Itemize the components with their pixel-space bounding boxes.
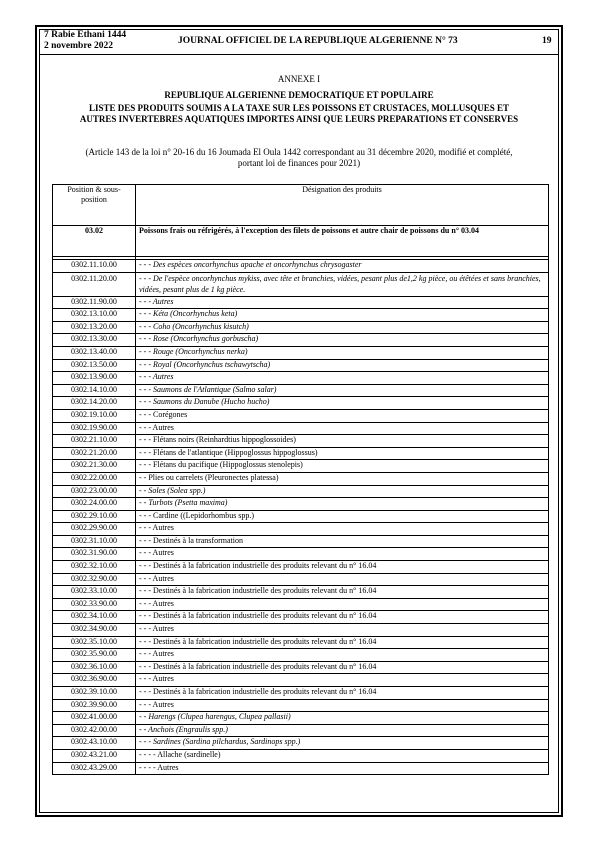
row-designation: - - - Flétans du pacifique (Hippoglossus stenolepis) bbox=[136, 460, 549, 473]
row-designation: - - - Destinés à la fabrication industrielle des produits relevant du n° 16.04 bbox=[136, 611, 549, 624]
row-designation: - - - Autres bbox=[136, 548, 549, 561]
row-designation: - - - Flétans de l'atlantique (Hippoglossus hippoglossus) bbox=[136, 447, 549, 460]
table-row bbox=[53, 409, 549, 422]
table-row bbox=[53, 624, 549, 637]
table-row bbox=[53, 510, 549, 523]
row-position-code: 0302.21.10.00 bbox=[53, 435, 136, 448]
table-row bbox=[53, 498, 549, 511]
row-position-code: 0302.36.90.00 bbox=[53, 674, 136, 687]
row-position-code: 0302.32.10.00 bbox=[53, 561, 136, 574]
row-designation: - - Turbots (Psetta maxima) bbox=[136, 498, 549, 511]
row-position-code: 0302.32.90.00 bbox=[53, 573, 136, 586]
table-row bbox=[53, 535, 549, 548]
table-row bbox=[53, 359, 549, 372]
row-designation: - - - Saumons de l'Atlantique (Salmo salar) bbox=[136, 384, 549, 397]
row-position-code: 0302.43.10.00 bbox=[53, 737, 136, 750]
row-designation: - - - Destinés à la fabrication industrielle des produits relevant du n° 16.04 bbox=[136, 636, 549, 649]
row-position-code: 0302.39.90.00 bbox=[53, 699, 136, 712]
header-divider bbox=[39, 54, 559, 55]
row-designation: - - Soles (Solea spp.) bbox=[136, 485, 549, 498]
table-row bbox=[53, 762, 549, 775]
header-page-number: 19 bbox=[542, 36, 552, 46]
row-position-code: 0302.11.90.00 bbox=[53, 296, 136, 309]
row-position-code: 0302.43.29.00 bbox=[53, 762, 136, 775]
row-designation: - - - Destinés à la fabrication industrielle des produits relevant du n° 16.04 bbox=[136, 586, 549, 599]
row-position-code: 0302.31.90.00 bbox=[53, 548, 136, 561]
row-designation: - - Anchois (Engraulis spp.) bbox=[136, 724, 549, 737]
row-position-code: 0302.13.40.00 bbox=[53, 346, 136, 359]
row-position-code: 0302.22.00.00 bbox=[53, 472, 136, 485]
row-position-code: 0302.29.90.00 bbox=[53, 523, 136, 536]
row-designation: - - - Autres bbox=[136, 674, 549, 687]
section-row bbox=[53, 226, 549, 257]
row-designation: - - - Autres bbox=[136, 523, 549, 536]
row-designation: - - - Royal (Oncorhynchus tschawytscha) bbox=[136, 359, 549, 372]
row-designation: - - - - Allache (sardinelle) bbox=[136, 749, 549, 762]
row-position-code: 0302.34.90.00 bbox=[53, 624, 136, 637]
table-row bbox=[53, 321, 549, 334]
products-table bbox=[52, 184, 549, 775]
table-row bbox=[53, 447, 549, 460]
table-row bbox=[53, 260, 549, 273]
table-row bbox=[53, 460, 549, 473]
table-row bbox=[53, 485, 549, 498]
row-position-code: 0302.29.10.00 bbox=[53, 510, 136, 523]
row-position-code: 0302.11.10.00 bbox=[53, 260, 136, 273]
document-title: LISTE DES PRODUITS SOUMIS A LA TAXE SUR LES POISSONS ET CRUSTACES, MOLLUSQUES ET AUTRES INVERTEBRES AQUATIQUES IMPORTES AINSI QUE LEURS PREPARATIONS ET CONSERVES bbox=[79, 103, 519, 124]
row-position-code: 0302.23.00.00 bbox=[53, 485, 136, 498]
section-code: 03.02 bbox=[53, 226, 136, 257]
table-row bbox=[53, 737, 549, 750]
row-designation: - - - Autres bbox=[136, 624, 549, 637]
row-position-code: 0302.31.10.00 bbox=[53, 535, 136, 548]
row-position-code: 0302.11.20.00 bbox=[53, 272, 136, 296]
row-position-code: 0302.35.10.00 bbox=[53, 636, 136, 649]
table-row bbox=[53, 661, 549, 674]
row-designation: - - - Des espèces oncorhynchus apache et oncorhynchus chrysogaster bbox=[136, 260, 549, 273]
table-row bbox=[53, 523, 549, 536]
row-position-code: 0302.24.00.00 bbox=[53, 498, 136, 511]
row-designation: - - - Autres bbox=[136, 296, 549, 309]
column-header-position: Position & sous-position bbox=[53, 185, 136, 226]
table-row bbox=[53, 346, 549, 359]
section-label: Poissons frais ou réfrigérés, à l'exception des filets de poissons et autre chair de poissons du n° 03.04 bbox=[136, 226, 549, 257]
table-row bbox=[53, 636, 549, 649]
row-position-code: 0302.39.10.00 bbox=[53, 687, 136, 700]
row-designation: - - - Autres bbox=[136, 422, 549, 435]
table-row bbox=[53, 561, 549, 574]
article-reference: (Article 143 de la loi n° 20-16 du 16 Joumada El Oula 1442 correspondant au 31 décembre 2020, modifié et complété, portant loi de finances pour 2021) bbox=[85, 147, 513, 168]
row-designation: - - - Saumons du Danube (Hucho hucho) bbox=[136, 397, 549, 410]
row-designation: - - - - Autres bbox=[136, 762, 549, 775]
row-position-code: 0302.33.90.00 bbox=[53, 598, 136, 611]
table-row bbox=[53, 548, 549, 561]
republic-heading: REPUBLIQUE ALGERIENNE DEMOCRATIQUE ET POPULAIRE bbox=[164, 90, 434, 100]
row-designation: - - Harengs (Clupea harengus, Clupea pallasii) bbox=[136, 712, 549, 725]
table-row bbox=[53, 724, 549, 737]
row-position-code: 0302.19.10.00 bbox=[53, 409, 136, 422]
row-position-code: 0302.34.10.00 bbox=[53, 611, 136, 624]
table-header-row bbox=[53, 185, 549, 226]
row-designation: - - - Autres bbox=[136, 649, 549, 662]
row-position-code: 0302.13.10.00 bbox=[53, 309, 136, 322]
table-row bbox=[53, 611, 549, 624]
row-position-code: 0302.35.90.00 bbox=[53, 649, 136, 662]
row-designation: - - - De l'espèce oncorhynchus mykiss, avec tête et branchies, vidées, pesant plus de1,2 kg pièce, ou étêtées et sans branchies, vidées, pesant plus de 1 kg pièce. bbox=[136, 272, 549, 296]
row-position-code: 0302.14.20.00 bbox=[53, 397, 136, 410]
table-row bbox=[53, 472, 549, 485]
table-row bbox=[53, 384, 549, 397]
table-row bbox=[53, 272, 549, 296]
table-row bbox=[53, 309, 549, 322]
row-designation: - - - Destinés à la fabrication industrielle des produits relevant du n° 16.04 bbox=[136, 687, 549, 700]
table-row bbox=[53, 712, 549, 725]
row-position-code: 0302.36.10.00 bbox=[53, 661, 136, 674]
row-designation: - - - Flétans noirs (Reinhardtius hippoglossoides) bbox=[136, 435, 549, 448]
table-row bbox=[53, 435, 549, 448]
table-row bbox=[53, 372, 549, 385]
row-position-code: 0302.21.20.00 bbox=[53, 447, 136, 460]
row-position-code: 0302.41.00.00 bbox=[53, 712, 136, 725]
table-row bbox=[53, 422, 549, 435]
table-row bbox=[53, 699, 549, 712]
table-row bbox=[53, 397, 549, 410]
table-row bbox=[53, 649, 549, 662]
row-designation: - - Plies ou carrelets (Pleuronectes platessa) bbox=[136, 472, 549, 485]
table-row bbox=[53, 749, 549, 762]
table-row bbox=[53, 586, 549, 599]
header-date-gregorian: 2 novembre 2022 bbox=[44, 41, 113, 51]
row-designation: - - - Rouge (Oncorhynchus nerka) bbox=[136, 346, 549, 359]
table-row bbox=[53, 334, 549, 347]
row-position-code: 0302.13.50.00 bbox=[53, 359, 136, 372]
row-designation: - - - Autres bbox=[136, 573, 549, 586]
table-row bbox=[53, 598, 549, 611]
row-position-code: 0302.13.30.00 bbox=[53, 334, 136, 347]
row-position-code: 0302.43.21.00 bbox=[53, 749, 136, 762]
table-row bbox=[53, 674, 549, 687]
row-designation: - - - Cardine ((Lepidorhombus spp.) bbox=[136, 510, 549, 523]
row-designation: - - - Kéta (Oncorhynchus keta) bbox=[136, 309, 549, 322]
row-designation: - - - Autres bbox=[136, 699, 549, 712]
table-row bbox=[53, 296, 549, 309]
table-row bbox=[53, 687, 549, 700]
header-dates bbox=[44, 30, 126, 52]
row-designation: - - - Destinés à la fabrication industrielle des produits relevant du n° 16.04 bbox=[136, 661, 549, 674]
row-designation: - - - Destinés à la fabrication industrielle des produits relevant du n° 16.04 bbox=[136, 561, 549, 574]
row-position-code: 0302.13.20.00 bbox=[53, 321, 136, 334]
row-designation: - - - Destinés à la transformation bbox=[136, 535, 549, 548]
row-position-code: 0302.19.90.00 bbox=[53, 422, 136, 435]
row-position-code: 0302.42.00.00 bbox=[53, 724, 136, 737]
row-position-code: 0302.14.10.00 bbox=[53, 384, 136, 397]
row-designation: - - - Sardines (Sardina pilchardus, Sardinops spp.) bbox=[136, 737, 549, 750]
table-row bbox=[53, 573, 549, 586]
row-designation: - - - Rose (Oncorhynchus gorbuscha) bbox=[136, 334, 549, 347]
row-position-code: 0302.21.30.00 bbox=[53, 460, 136, 473]
row-position-code: 0302.33.10.00 bbox=[53, 586, 136, 599]
header-date-hijri: 7 Rabie Ethani 1444 bbox=[44, 30, 127, 40]
row-designation: - - - Coho (Oncorhynchus kisutch) bbox=[136, 321, 549, 334]
header-journal-title: JOURNAL OFFICIEL DE LA REPUBLIQUE ALGERIENNE N° 73 bbox=[178, 36, 458, 46]
annex-label: ANNEXE I bbox=[277, 74, 321, 84]
column-header-designation: Désignation des produits bbox=[136, 185, 549, 226]
row-designation: - - - Autres bbox=[136, 598, 549, 611]
row-designation: - - - Autres bbox=[136, 372, 549, 385]
row-designation: - - - Corégones bbox=[136, 409, 549, 422]
row-position-code: 0302.13.90.00 bbox=[53, 372, 136, 385]
